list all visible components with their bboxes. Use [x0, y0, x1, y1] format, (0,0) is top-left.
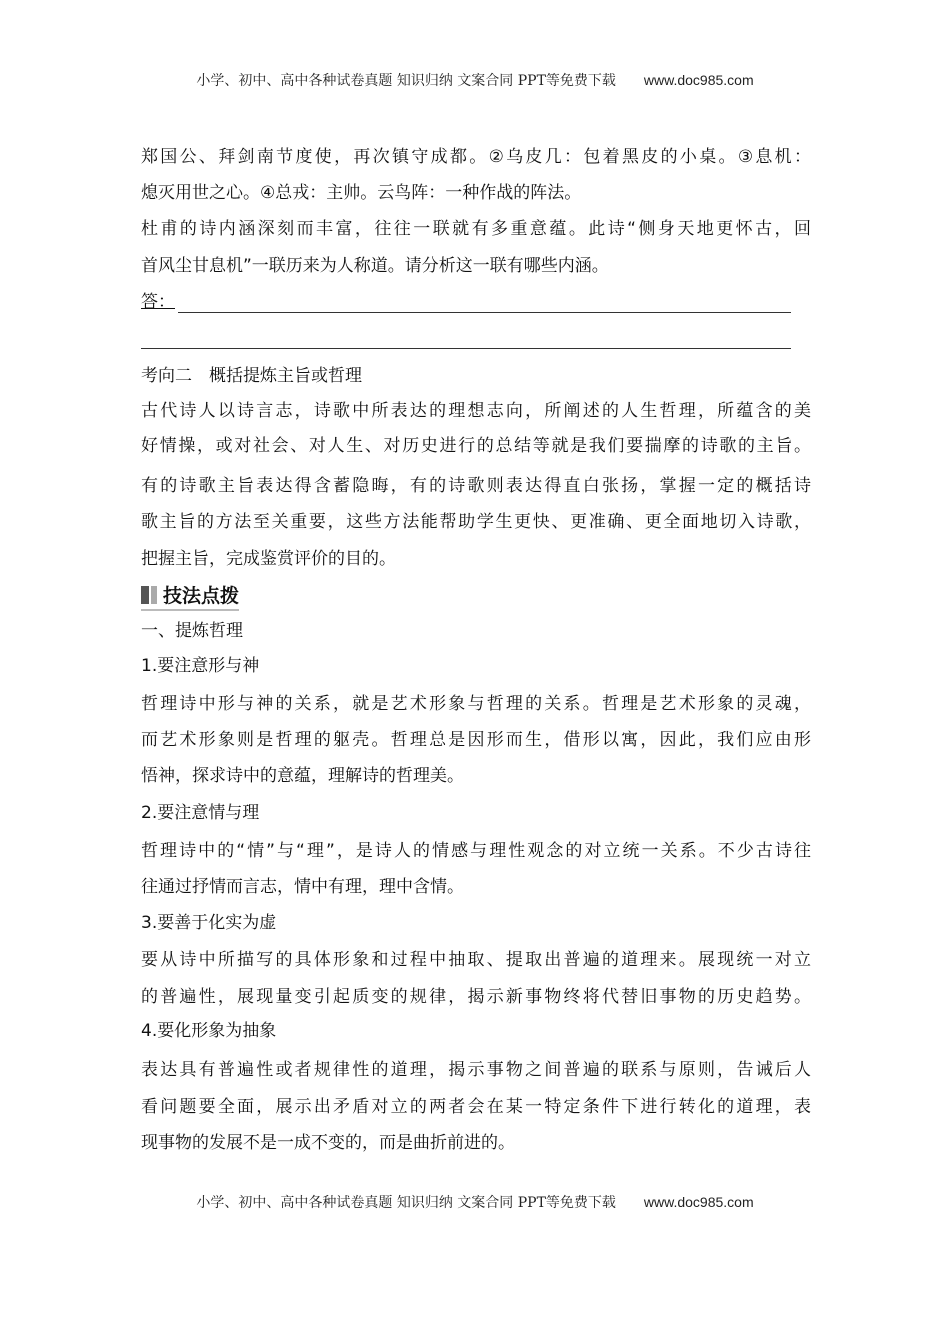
- text-line: 杜甫的诗内涵深刻而丰富，往往一联就有多重意蕴。此诗“侧身天地更怀古，回: [141, 219, 811, 239]
- text-line: 古代诗人以诗言志，诗歌中所表达的理想志向，所阐述的人生哲理，所蕴含的美: [141, 401, 811, 421]
- text-line: 往通过抒情而言志，情中有理，理中含情。: [141, 877, 464, 897]
- header-text: 小学、初中、高中各种试卷真题 知识归纳 文案合同 PPT等免费下载: [196, 73, 616, 89]
- subheading: 1.要注意形与神: [141, 656, 260, 676]
- text-line: 现事物的发展不是一成不变的，而是曲折前进的。: [141, 1133, 515, 1153]
- text-line: 表达具有普遍性或者规律性的道理，揭示事物之间普遍的联系与原则，告诫后人: [141, 1060, 811, 1080]
- footer-text: 小学、初中、高中各种试卷真题 知识归纳 文案合同 PPT等免费下载: [196, 1195, 616, 1211]
- text-line: 郑国公、拜剑南节度使，再次镇守成都。②乌皮几：包着黑皮的小桌。③息机：: [141, 147, 811, 167]
- text-line: 悟神，探求诗中的意蕴，理解诗的哲理美。: [141, 766, 464, 786]
- heading-text: 技法点拨: [163, 585, 240, 607]
- text-line: 好情操，或对社会、对人生、对历史进行的总结等就是我们要揣摩的诗歌的主旨。: [141, 436, 811, 456]
- subheading: 一、提炼哲理: [141, 621, 243, 641]
- subheading: 4.要化形象为抽象: [141, 1021, 277, 1041]
- text-line: 哲理诗中形与神的关系，就是艺术形象与哲理的关系。哲理是艺术形象的灵魂，: [141, 694, 811, 714]
- heading-marker-icon: [151, 586, 157, 604]
- answer-line[interactable]: [178, 290, 791, 313]
- text-line: 有的诗歌主旨表达得含蓄隐晦，有的诗歌则表达得直白张扬，掌握一定的概括诗: [141, 476, 811, 496]
- text-line: 熄灭用世之心。④总戎：主帅。云鸟阵：一种作战的阵法。: [141, 183, 582, 203]
- page-header: [0, 70, 950, 90]
- text-line: 歌主旨的方法至关重要，这些方法能帮助学生更快、更准确、更全面地切入诗歌，: [141, 512, 811, 532]
- text-line: 把握主旨，完成鉴赏评价的目的。: [141, 549, 396, 569]
- subheading: 2.要注意情与理: [141, 803, 260, 823]
- text-line: 首风尘甘息机”一联历来为人称道。请分析这一联有哪些内涵。: [141, 256, 609, 276]
- section-title: 考向二 概括提炼主旨或哲理: [141, 366, 362, 386]
- answer-label: 答：: [141, 292, 175, 312]
- text-line: 看问题要全面，展示出矛盾对立的两者会在某一特定条件下进行转化的道理，表: [141, 1097, 811, 1117]
- text-line: 的普遍性，展现量变引起质变的规律，揭示新事物终将代替旧事物的历史趋势。: [141, 987, 811, 1007]
- answer-line[interactable]: [141, 326, 791, 349]
- section-heading: [141, 581, 239, 611]
- text-line: 而艺术形象则是哲理的躯壳。哲理总是因形而生，借形以寓，因此，我们应由形: [141, 730, 811, 750]
- text-line: 要从诗中所描写的具体形象和过程中抽取、提取出普遍的道理来。展现统一对立: [141, 950, 811, 970]
- text-line: 哲理诗中的“情”与“理”，是诗人的情感与理性观念的对立统一关系。不少古诗往: [141, 841, 811, 861]
- footer-site: www.doc985.com: [643, 1194, 754, 1210]
- heading-marker-icon: [141, 586, 149, 604]
- subheading: 3.要善于化实为虚: [141, 913, 277, 933]
- page-footer: [0, 1192, 950, 1212]
- header-site: www.doc985.com: [643, 72, 754, 88]
